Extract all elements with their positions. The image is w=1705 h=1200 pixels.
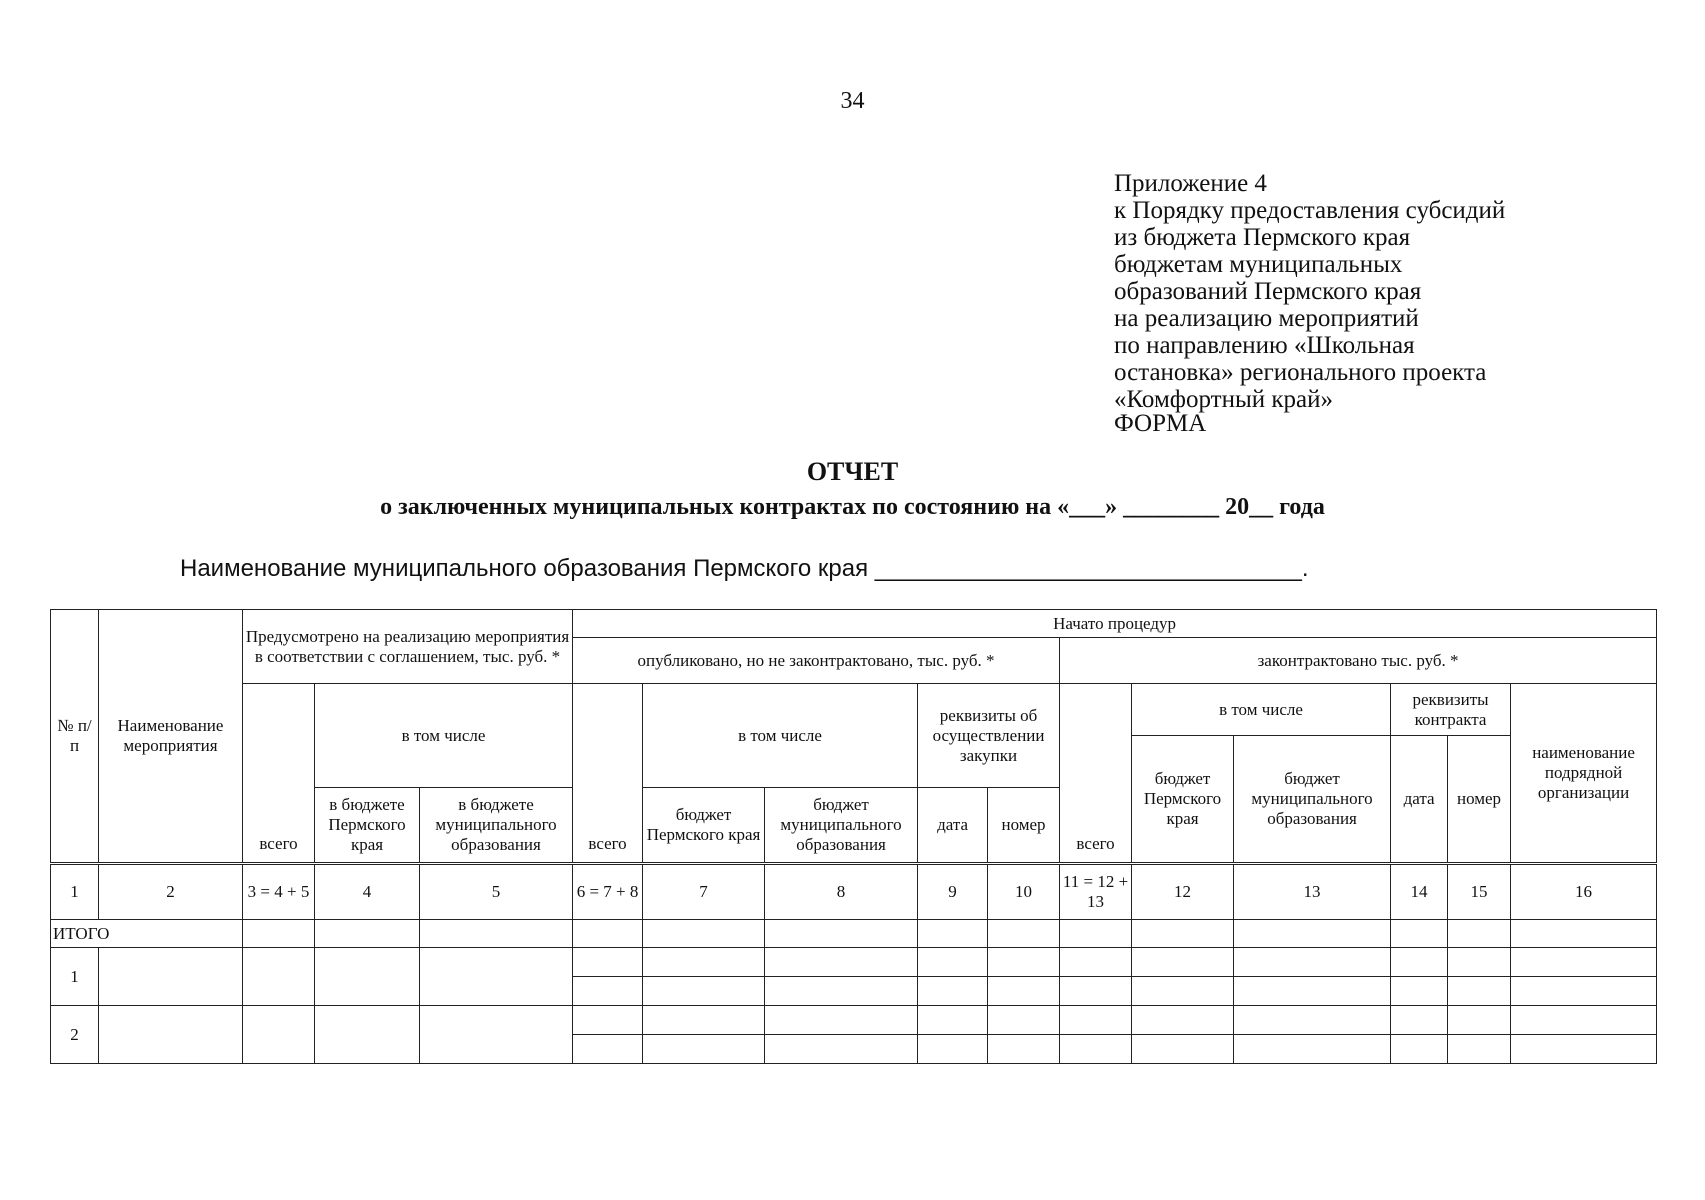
table-cell xyxy=(315,948,420,1006)
total-row xyxy=(51,920,1657,948)
table-cell xyxy=(243,948,315,1006)
column-number: 8 xyxy=(765,864,918,920)
column-number: 4 xyxy=(315,864,420,920)
appendix-line: образований Пермского края xyxy=(1114,278,1422,305)
column-number: 5 xyxy=(420,864,573,920)
header-contracted-including: в том числе xyxy=(1132,684,1391,736)
table-cell xyxy=(1391,1035,1448,1064)
table-cell xyxy=(918,1006,988,1035)
table-cell xyxy=(1234,1006,1391,1035)
header-subcontractor: наименование подрядной организации xyxy=(1511,684,1657,864)
table-cell xyxy=(765,977,918,1006)
table-cell xyxy=(1060,977,1132,1006)
table-cell xyxy=(1234,920,1391,948)
table-cell xyxy=(1234,977,1391,1006)
table-cell xyxy=(643,948,765,977)
header-planned-budget-mun: в бюджете муниципального образования xyxy=(420,788,573,864)
header-contracted: законтрактовано тыс. руб. * xyxy=(1060,638,1657,684)
table-cell xyxy=(1234,948,1391,977)
table-cell xyxy=(1448,977,1511,1006)
table-cell xyxy=(573,977,643,1006)
table-cell xyxy=(573,1035,643,1064)
header-contract-details: реквизиты контракта xyxy=(1391,684,1511,736)
table-cell xyxy=(1060,1035,1132,1064)
table-cell xyxy=(420,948,573,1006)
table-cell xyxy=(1511,948,1657,977)
table-cell xyxy=(420,920,573,948)
table-cell xyxy=(1448,948,1511,977)
column-number: 1 xyxy=(51,864,99,920)
header-published-including: в том числе xyxy=(643,684,918,788)
header-started: Начато процедур xyxy=(573,610,1657,638)
header-published-budget-mun: бюджет муниципального образования xyxy=(765,788,918,864)
table-cell xyxy=(1448,1006,1511,1035)
column-number: 9 xyxy=(918,864,988,920)
table-cell xyxy=(1060,948,1132,977)
header-contract-date: дата xyxy=(1391,736,1448,864)
table-cell xyxy=(315,920,420,948)
table-cell xyxy=(765,1035,918,1064)
table-cell xyxy=(243,1006,315,1064)
appendix-line: бюджетам муниципальных xyxy=(1114,251,1403,278)
table-cell xyxy=(643,977,765,1006)
table-cell xyxy=(573,920,643,948)
table-cell xyxy=(1511,1006,1657,1035)
column-number: 15 xyxy=(1448,864,1511,920)
table-cell xyxy=(315,1006,420,1064)
table-cell xyxy=(765,948,918,977)
column-number: 7 xyxy=(643,864,765,920)
row-number: 1 xyxy=(51,948,99,1006)
table-cell xyxy=(1391,1006,1448,1035)
appendix-line: на реализацию мероприятий xyxy=(1114,305,1419,332)
table-cell xyxy=(1132,920,1234,948)
table-cell xyxy=(765,920,918,948)
column-number: 12 xyxy=(1132,864,1234,920)
table-cell xyxy=(1132,1035,1234,1064)
table-cell xyxy=(643,1035,765,1064)
header-num: № п/п xyxy=(51,610,99,864)
table-cell xyxy=(243,920,315,948)
header-planned-including: в том числе xyxy=(315,684,573,788)
total-label: ИТОГО xyxy=(51,920,243,948)
table-cell xyxy=(99,1006,243,1064)
header-published-budget-perm: бюджет Пермского края xyxy=(643,788,765,864)
header-budget-mun: бюджет муниципального образования xyxy=(1234,736,1391,864)
table-cell xyxy=(918,1035,988,1064)
header-published-total: всего xyxy=(573,684,643,864)
report-title: ОТЧЕТ xyxy=(806,457,899,486)
column-number: 6 = 7 + 8 xyxy=(573,864,643,920)
header-name: Наименование мероприятия xyxy=(99,610,243,864)
table-cell xyxy=(420,1006,573,1064)
table-cell xyxy=(988,1006,1060,1035)
column-number: 13 xyxy=(1234,864,1391,920)
header-purchase-date: дата xyxy=(918,788,988,864)
table-cell xyxy=(988,977,1060,1006)
appendix-line: «Комфортный край» xyxy=(1114,386,1333,413)
table-cell xyxy=(573,1006,643,1035)
header-planned-total: всего xyxy=(243,684,315,864)
column-number: 2 xyxy=(99,864,243,920)
row-number: 2 xyxy=(51,1006,99,1064)
table-cell xyxy=(1060,1006,1132,1035)
table-cell xyxy=(1391,920,1448,948)
table-row xyxy=(51,1006,1657,1035)
table-cell xyxy=(1448,1035,1511,1064)
column-number: 14 xyxy=(1391,864,1448,920)
appendix-line: по направлению «Школьная xyxy=(1114,332,1415,359)
table-cell xyxy=(1234,1035,1391,1064)
appendix-line: Приложение 4 xyxy=(1114,170,1267,197)
column-number: 11 = 12 + 13 xyxy=(1060,864,1132,920)
report-table xyxy=(50,609,1657,1064)
column-number: 16 xyxy=(1511,864,1657,920)
table-cell xyxy=(643,1006,765,1035)
header-contracted-total: всего xyxy=(1060,684,1132,864)
appendix-line: к Порядку предоставления субсидий xyxy=(1114,197,1506,224)
table-cell xyxy=(643,920,765,948)
page-number: 34 xyxy=(840,88,865,114)
column-number: 10 xyxy=(988,864,1060,920)
table-cell xyxy=(1448,920,1511,948)
table-cell xyxy=(765,1006,918,1035)
header-planned-budget-perm: в бюджете Пермского края xyxy=(315,788,420,864)
table-cell xyxy=(1132,948,1234,977)
table-cell xyxy=(1060,920,1132,948)
table-cell xyxy=(918,977,988,1006)
appendix-line: остановка» регионального проекта xyxy=(1114,359,1487,386)
report-subtitle: о заключенных муниципальных контрактах по состоянию на «___» ________ 20__ года xyxy=(380,494,1325,520)
header-contract-number: номер xyxy=(1448,736,1511,864)
table-cell xyxy=(1391,977,1448,1006)
table-cell xyxy=(988,948,1060,977)
table-cell xyxy=(1132,1006,1234,1035)
table-cell xyxy=(99,948,243,1006)
table-cell xyxy=(1511,977,1657,1006)
appendix-block xyxy=(1114,170,1505,413)
table-row xyxy=(51,948,1657,977)
table-cell xyxy=(918,948,988,977)
municipality-line: Наименование муниципального образования Пермского края ________________________________. xyxy=(180,555,1309,582)
table-cell xyxy=(1511,1035,1657,1064)
table-cell xyxy=(988,920,1060,948)
appendix-line: из бюджета Пермского края xyxy=(1114,224,1411,251)
header-purchase-number: номер xyxy=(988,788,1060,864)
table-cell xyxy=(988,1035,1060,1064)
header-published: опубликовано, но не законтрактовано, тыс. руб. * xyxy=(573,638,1060,684)
table-cell xyxy=(1511,920,1657,948)
table-cell xyxy=(573,948,643,977)
table-cell xyxy=(1132,977,1234,1006)
header-planned: Предусмотрено на реализацию мероприятия в соответствии с соглашением, тыс. руб. * xyxy=(243,610,573,684)
header-purchase-details: реквизиты об осуществлении закупки xyxy=(918,684,1060,788)
column-number: 3 = 4 + 5 xyxy=(243,864,315,920)
table-cell xyxy=(918,920,988,948)
form-label: ФОРМА xyxy=(1114,410,1207,437)
table-cell xyxy=(1391,948,1448,977)
header-budget-perm: бюджет Пермского края xyxy=(1132,736,1234,864)
